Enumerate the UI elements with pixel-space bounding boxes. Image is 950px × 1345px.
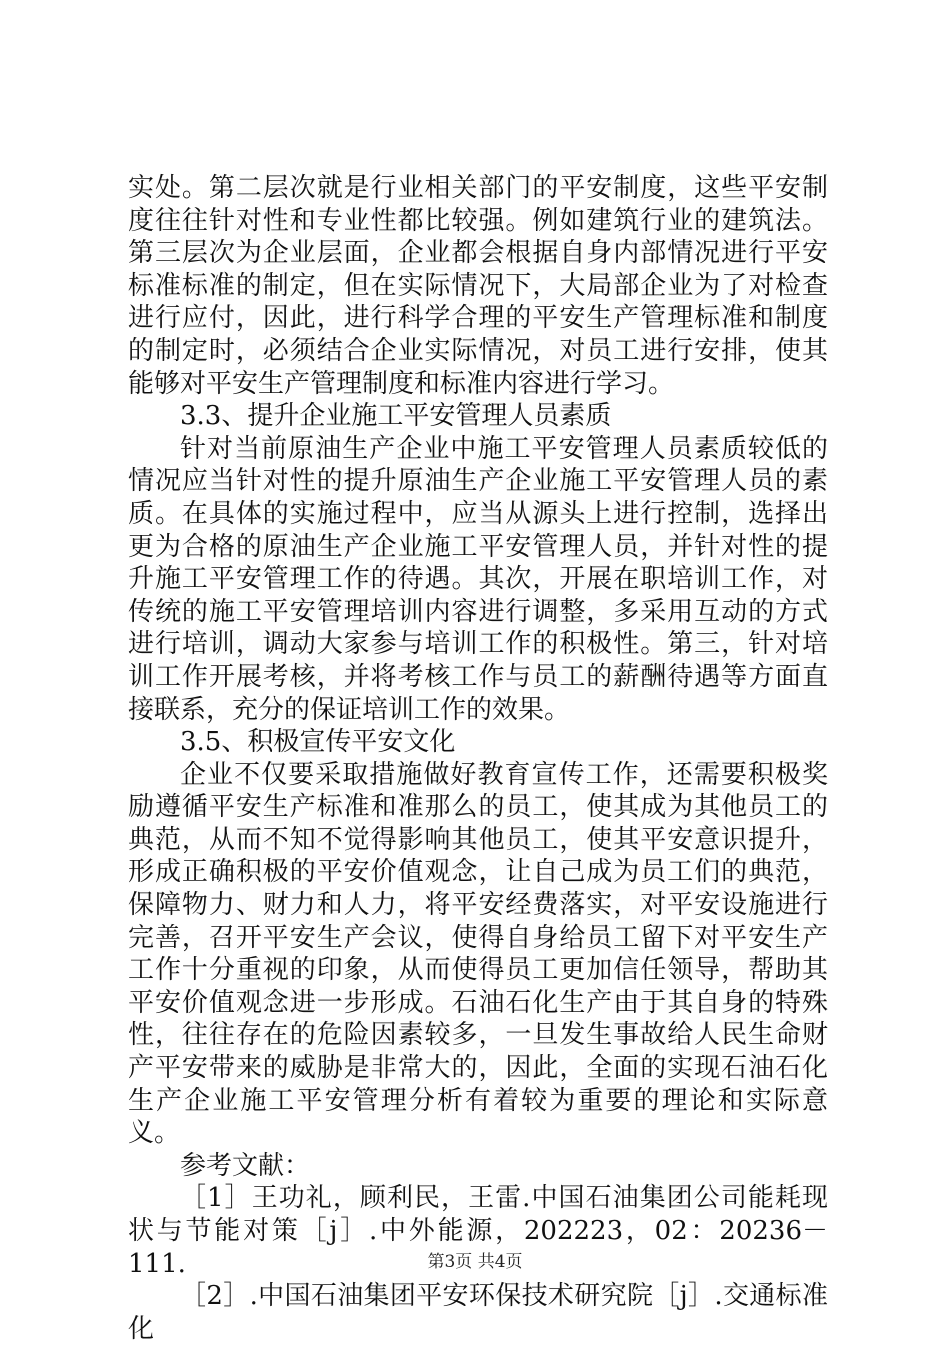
section-heading-3-5: 3.5、积极宣传平安文化 — [180, 727, 456, 758]
reference-item-2: ［2］.中国石油集团平安环保技术研究院［j］.交通标准化 — [128, 1281, 828, 1344]
section-heading-3-3: 3.3、提升企业施工平安管理人员素质 — [180, 401, 612, 432]
paragraph-continuation: 实处。第二层次就是行业相关部门的平安制度，这些平安制度往往针对性和专业性都比较强。例如建筑行业的建筑法。第三层次为企业层面，企业都会根据自身内部情况进行平安标准标准的制定，但在实际情况下，大局部企业为了对检查进行应付，因此，进行科学合理的平安生产管理标准和制度的制定时，必须结合企业实际情况，对员工进行安排，使其能够对平安生产管理制度和标准内容进行学习。 — [128, 173, 828, 399]
paragraph-3-5-body: 企业不仅要采取措施做好教育宣传工作，还需要积极奖励遵循平安生产标准和准那么的员工，使其成为其他员工的典范，从而不知不觉得影响其他员工，使其平安意识提升，形成正确积极的平安价值观念，让自己成为员工们的典范，保障物力、财力和人力，将平安经费落实，对平安设施进行完善，召开平安生产会议，使得自身给员工留下对平安生产工作十分重视的印象，从而使得员工更加信任领导，帮助其平安价值观念进一步形成。石油石化生产由于其自身的特殊性，往往存在的危险因素较多，一旦发生事故给人民生命财产平安带来的威胁是非常大的，因此，全面的实现石油石化生产企业施工平安管理分析有着较为重要的理论和实际意义。 — [128, 759, 828, 1149]
paragraph-3-3-body: 针对当前原油生产企业中施工平安管理人员素质较低的情况应当针对性的提升原油生产企业施工平安管理人员的素质。在具体的实施过程中，应当从源头上进行控制，选择出更为合格的原油生产企业施工平安管理人员，并针对性的提升施工平安管理工作的待遇。其次，开展在职培训工作，对传统的施工平安管理培训内容进行调整，多采用互动的方式进行培训，调动大家参与培训工作的积极性。第三，针对培训工作开展考核，并将考核工作与员工的薪酬待遇等方面直接联系，充分的保证培训工作的效果。 — [128, 433, 828, 725]
references-heading: 参考文献： — [180, 1150, 311, 1181]
page-footer: 第3页 共4页 — [427, 1252, 523, 1272]
document-body — [128, 172, 828, 1345]
reference-item-1: ［1］王功礼，顾利民，王雷.中国石油集团公司能耗现状与节能对策［j］.中外能源，202223，02：20236－111. — [128, 1183, 828, 1279]
